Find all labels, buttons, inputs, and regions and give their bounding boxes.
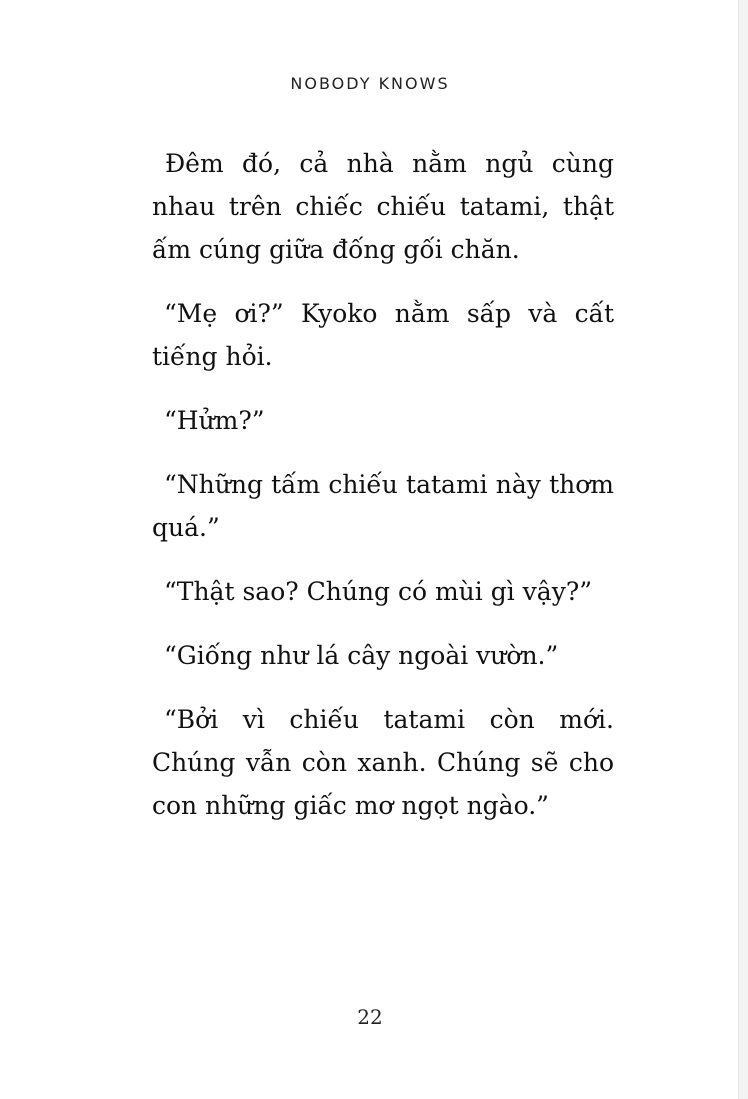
body-text xyxy=(152,142,614,848)
paragraph: “Giống như lá cây ngoài vườn.” xyxy=(164,641,559,670)
paragraph: “Bởi vì chiếu tatami còn mới. Chúng vẫn còn xanh. Chúng sẽ cho con những giấc mơ ngọt ngào.” xyxy=(152,705,614,820)
paragraph: “Thật sao? Chúng có mùi gì vậy?” xyxy=(164,577,593,606)
paragraph: Đêm đó, cả nhà nằm ngủ cùng nhau trên chiếc chiếu tatami, thật ấm cúng giữa đống gối chăn. xyxy=(152,149,614,264)
page-number: 22 xyxy=(357,1005,383,1029)
page-edge xyxy=(738,0,748,1099)
paragraph: “Những tấm chiếu tatami này thơm quá.” xyxy=(152,470,614,542)
paragraph: “Mẹ ơi?” Kyoko nằm sấp và cất tiếng hỏi. xyxy=(152,299,614,371)
running-header: NOBODY KNOWS xyxy=(290,74,450,93)
paragraph: “Hửm?” xyxy=(164,406,265,435)
